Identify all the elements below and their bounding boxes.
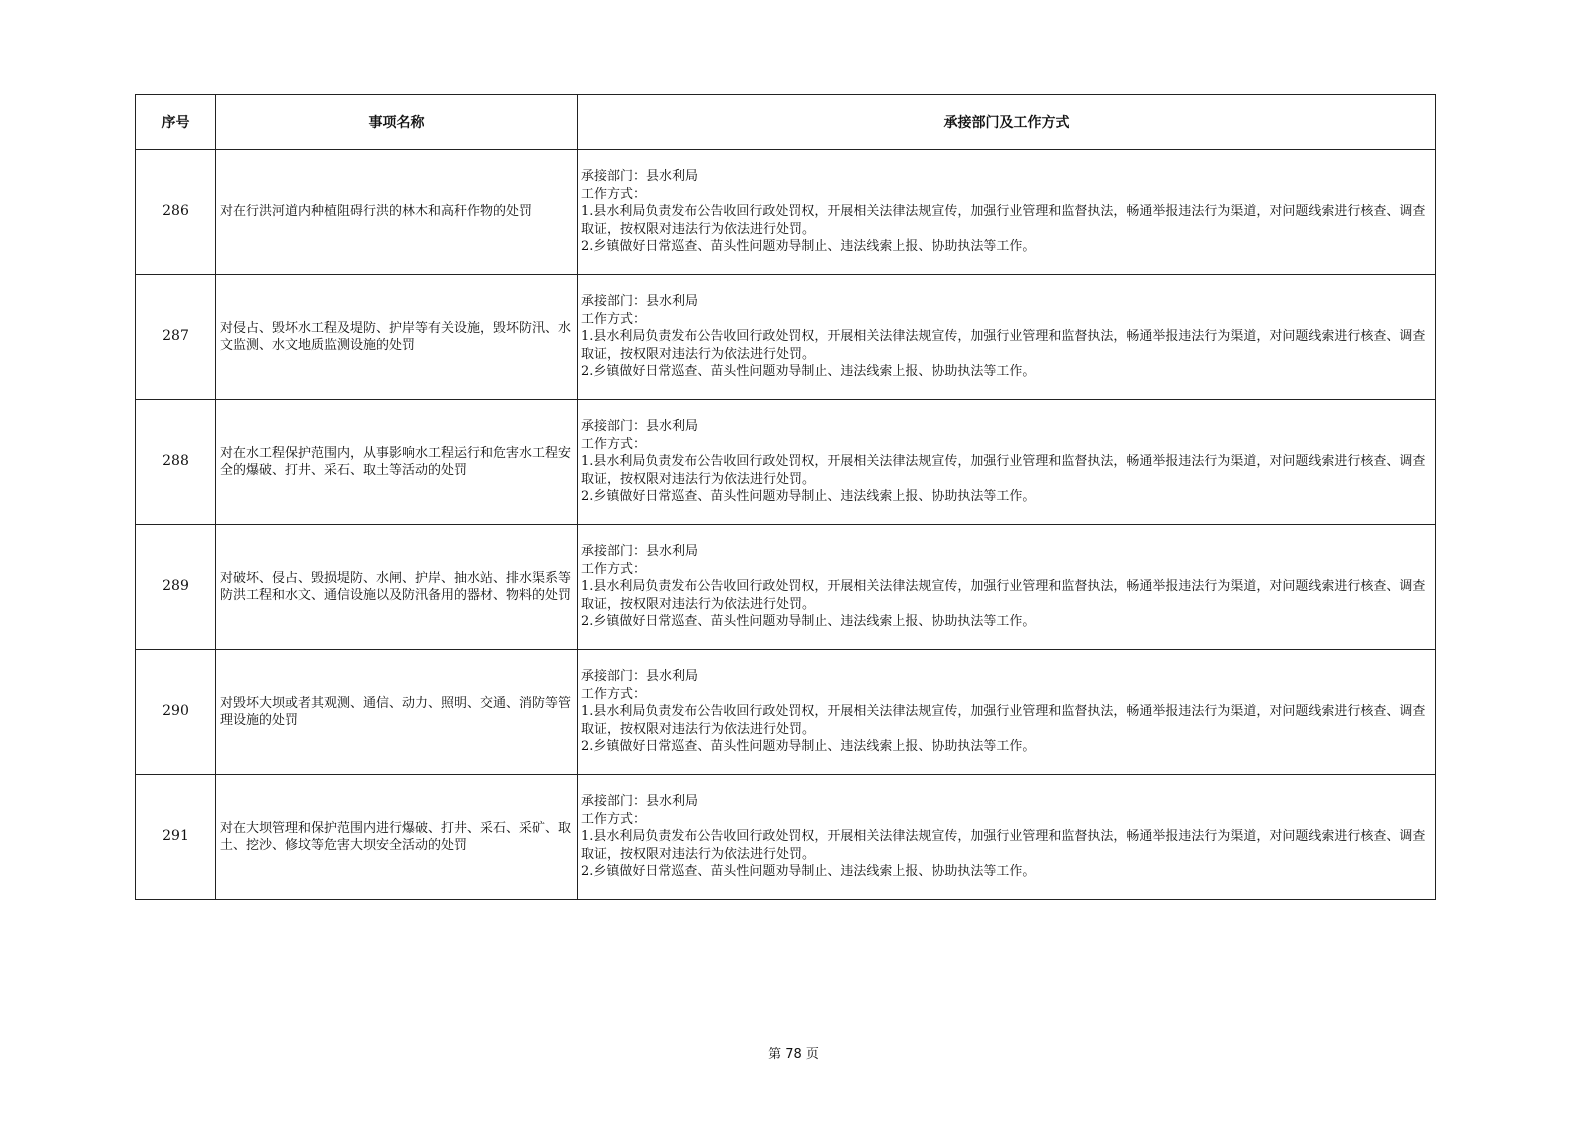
table-row	[136, 650, 1436, 775]
row-serial-number: 287	[136, 275, 216, 400]
method-item-1: 1.县水利局负责发布公告收回行政处罚权，开展相关法律法规宣传，加强行业管理和监督执法，畅通举报违法行为渠道，对问题线索进行核查、调查取证，按权限对违法行为依法进行处罚。	[581, 204, 1426, 237]
row-department-method	[578, 275, 1436, 400]
method-item-1: 1.县水利局负责发布公告收回行政处罚权，开展相关法律法规宣传，加强行业管理和监督执法，畅通举报违法行为渠道，对问题线索进行核查、调查取证，按权限对违法行为依法进行处罚。	[581, 454, 1426, 487]
method-item-2: 2.乡镇做好日常巡查、苗头性问题劝导制止、违法线索上报、协助执法等工作。	[581, 864, 1036, 880]
department-line: 承接部门：县水利局	[581, 419, 699, 435]
method-label: 工作方式：	[581, 311, 647, 327]
method-item-2: 2.乡镇做好日常巡查、苗头性问题劝导制止、违法线索上报、协助执法等工作。	[581, 364, 1036, 380]
header-item-name: 事项名称	[216, 95, 578, 150]
row-department-method	[578, 150, 1436, 275]
method-label: 工作方式：	[581, 436, 647, 452]
row-item-name: 对在行洪河道内种植阻碍行洪的林木和高秆作物的处罚	[216, 150, 578, 275]
row-item-name: 对在大坝管理和保护范围内进行爆破、打井、采石、采矿、取土、挖沙、修坟等危害大坝安全活动的处罚	[216, 775, 578, 900]
table-row	[136, 275, 1436, 400]
row-department-method	[578, 775, 1436, 900]
department-line: 承接部门：县水利局	[581, 794, 699, 810]
method-label: 工作方式：	[581, 811, 647, 827]
header-department-method: 承接部门及工作方式	[578, 95, 1436, 150]
row-item-name: 对侵占、毁坏水工程及堤防、护岸等有关设施，毁坏防汛、水文监测、水文地质监测设施的处罚	[216, 275, 578, 400]
department-line: 承接部门：县水利局	[581, 169, 699, 185]
table-row	[136, 400, 1436, 525]
method-item-2: 2.乡镇做好日常巡查、苗头性问题劝导制止、违法线索上报、协助执法等工作。	[581, 489, 1036, 505]
department-line: 承接部门：县水利局	[581, 669, 699, 685]
department-line: 承接部门：县水利局	[581, 294, 699, 310]
row-item-name: 对破坏、侵占、毁损堤防、水闸、护岸、抽水站、排水渠系等防洪工程和水文、通信设施以及防汛备用的器材、物料的处罚	[216, 525, 578, 650]
method-item-2: 2.乡镇做好日常巡查、苗头性问题劝导制止、违法线索上报、协助执法等工作。	[581, 614, 1036, 630]
row-serial-number: 290	[136, 650, 216, 775]
row-serial-number: 289	[136, 525, 216, 650]
header-serial-number: 序号	[136, 95, 216, 150]
method-item-2: 2.乡镇做好日常巡查、苗头性问题劝导制止、违法线索上报、协助执法等工作。	[581, 239, 1036, 255]
row-serial-number: 291	[136, 775, 216, 900]
department-line: 承接部门：县水利局	[581, 544, 699, 560]
row-department-method	[578, 400, 1436, 525]
method-item-2: 2.乡镇做好日常巡查、苗头性问题劝导制止、违法线索上报、协助执法等工作。	[581, 739, 1036, 755]
row-item-name: 对在水工程保护范围内，从事影响水工程运行和危害水工程安全的爆破、打井、采石、取土等活动的处罚	[216, 400, 578, 525]
row-item-name: 对毁坏大坝或者其观测、通信、动力、照明、交通、消防等管理设施的处罚	[216, 650, 578, 775]
method-item-1: 1.县水利局负责发布公告收回行政处罚权，开展相关法律法规宣传，加强行业管理和监督执法，畅通举报违法行为渠道，对问题线索进行核查、调查取证，按权限对违法行为依法进行处罚。	[581, 579, 1426, 612]
method-item-1: 1.县水利局负责发布公告收回行政处罚权，开展相关法律法规宣传，加强行业管理和监督执法，畅通举报违法行为渠道，对问题线索进行核查、调查取证，按权限对违法行为依法进行处罚。	[581, 829, 1426, 862]
row-serial-number: 288	[136, 400, 216, 525]
row-department-method	[578, 650, 1436, 775]
table-row	[136, 525, 1436, 650]
item-table	[135, 94, 1436, 900]
table-header-row	[136, 95, 1436, 150]
method-item-1: 1.县水利局负责发布公告收回行政处罚权，开展相关法律法规宣传，加强行业管理和监督执法，畅通举报违法行为渠道，对问题线索进行核查、调查取证，按权限对违法行为依法进行处罚。	[581, 704, 1426, 737]
method-label: 工作方式：	[581, 186, 647, 202]
table-row	[136, 775, 1436, 900]
method-label: 工作方式：	[581, 561, 647, 577]
method-item-1: 1.县水利局负责发布公告收回行政处罚权，开展相关法律法规宣传，加强行业管理和监督执法，畅通举报违法行为渠道，对问题线索进行核查、调查取证，按权限对违法行为依法进行处罚。	[581, 329, 1426, 362]
method-label: 工作方式：	[581, 686, 647, 702]
table-row	[136, 150, 1436, 275]
row-serial-number: 286	[136, 150, 216, 275]
row-department-method	[578, 525, 1436, 650]
page-number: 第 78 页	[768, 1047, 819, 1062]
